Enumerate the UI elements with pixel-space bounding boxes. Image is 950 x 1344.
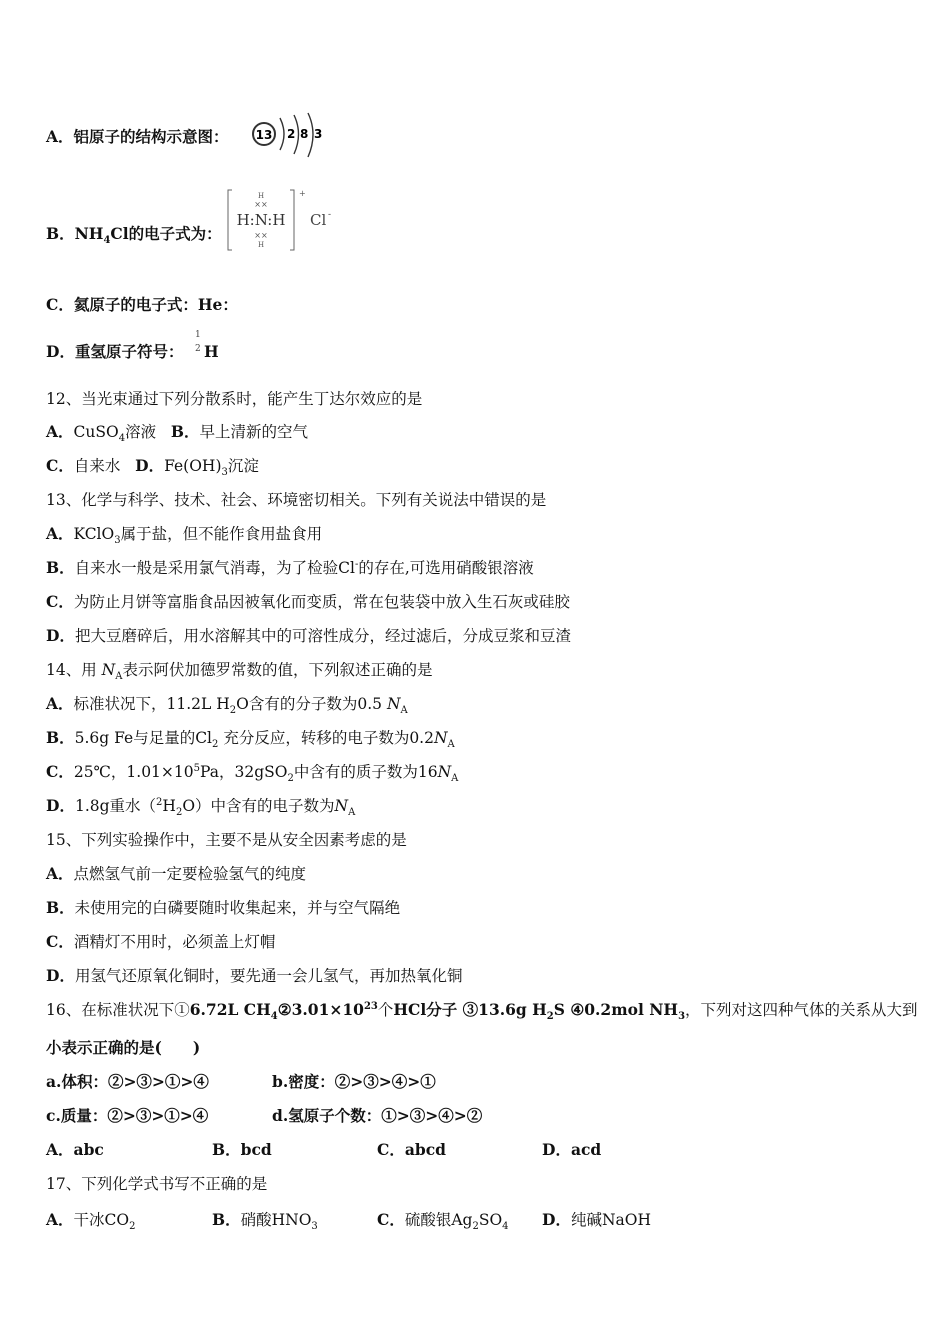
q14-stem: 14、用 $N_A$表示阿伏加德罗常数的值，下列叙述正确的是 bbox=[46, 661, 433, 683]
top-hydrogen: H bbox=[257, 192, 265, 200]
shell-arc-3 bbox=[308, 113, 313, 157]
shell-arc-1 bbox=[280, 118, 284, 150]
q15-option-d: D．用氢气还原氧化铜时，要先通一会儿氢气，再加热氧化铜 bbox=[46, 966, 463, 985]
isotope-mass-number: 1 bbox=[195, 330, 201, 340]
right-bracket bbox=[290, 190, 294, 250]
q16-option-d: D．acd bbox=[542, 1140, 602, 1159]
q12-options-row-2: C．自来水 D．$Fe(OH)_3$沉淀 bbox=[46, 456, 259, 479]
q14-option-c: C．25℃，$1.01\times 10^5Pa$，32gSO$_2$中含有的质子数为$16N_A$ bbox=[46, 762, 459, 785]
q16-option-a: A．abc bbox=[46, 1140, 104, 1159]
q16-statement-b: b.密度：②>③>④>① bbox=[272, 1072, 436, 1091]
shell-1-electrons: 2 bbox=[287, 127, 296, 141]
h-n-h-formula: H:N:H bbox=[236, 211, 286, 229]
q11-option-a: A．铝原子的结构示意图： bbox=[46, 127, 229, 146]
ammonium-charge: + bbox=[299, 189, 306, 198]
q17-option-d: D．纯碱NaOH bbox=[542, 1210, 651, 1229]
q11-option-d: D．重氢原子符号： bbox=[46, 342, 184, 361]
q14-option-b: B．5.6g Fe与足量的$Cl_2$ 充分反应，转移的电子数为$0.2N_A$ bbox=[46, 728, 455, 751]
q13-stem: 13、化学与科学、技术、社会、环境密切相关。下列有关说法中错误的是 bbox=[46, 491, 547, 509]
q17-option-a: A．干冰$CO_2$ bbox=[46, 1210, 136, 1233]
bottom-hydrogen: H bbox=[257, 241, 265, 249]
q12-stem: 12、当光束通过下列分散系时，能产生丁达尔效应的是 bbox=[46, 390, 423, 408]
q15-stem: 15、下列实验操作中，主要不是从安全因素考虑的是 bbox=[46, 831, 407, 849]
left-bracket bbox=[228, 190, 232, 250]
q13-option-b: B．自来水一般是采用氯气消毒，为了检验Cl-的存在,可选用硝酸银溶液 bbox=[46, 558, 534, 577]
q15-option-a: A．点燃氢气前一定要检验氢气的纯度 bbox=[46, 864, 307, 883]
chloride-ion: Cl bbox=[310, 211, 327, 229]
chloride-charge: - bbox=[328, 210, 332, 220]
q16-option-b: B．bcd bbox=[212, 1140, 272, 1159]
q15-option-c: C．酒精灯不用时，必须盖上灯帽 bbox=[46, 932, 276, 951]
q12-options-row-1: A．CuSO$_4$溶液 B．早上清新的空气 bbox=[46, 422, 308, 445]
q16-statement-a: a.体积：②>③>①>④ bbox=[46, 1072, 209, 1091]
nucleus-charge: 13 bbox=[255, 128, 273, 142]
q13-option-c: C．为防止月饼等富脂食品因被氧化而变质，常在包装袋中放入生石灰或硅胶 bbox=[46, 592, 570, 611]
q16-stem-line-1: 16、在标准状况下①6.72L $CH_4②3.01\times 10^{23}$个HCl分子 ③13.6g $H_2S$ ④0.2mol $NH_3$，下列对这四种气体的关系从大到 bbox=[46, 1000, 918, 1023]
shell-2-electrons: 8 bbox=[300, 127, 309, 141]
shell-3-electrons: 3 bbox=[314, 127, 323, 141]
q15-option-b: B．未使用完的白磷要随时收集起来，并与空气隔绝 bbox=[46, 898, 401, 917]
q13-option-a: A．KClO$_3$属于盐，但不能作食用盐食用 bbox=[46, 524, 323, 547]
ammonium-chloride-lewis-structure bbox=[226, 188, 341, 254]
top-electron-pair: ×× bbox=[254, 200, 268, 209]
q11-option-b: B．$NH_4Cl$的电子式为： bbox=[46, 224, 222, 247]
q16-statement-c: c.质量：②>③>①>④ bbox=[46, 1106, 209, 1125]
q14-option-d: D．1.8g重水$(^2H_2O)$中含有的电子数为$N_A$ bbox=[46, 796, 356, 819]
q13-option-d: D．把大豆磨碎后，用水溶解其中的可溶性成分，经过滤后，分成豆浆和豆渣 bbox=[46, 626, 571, 645]
q11-option-c: C．氦原子的电子式：He： bbox=[46, 295, 238, 314]
isotope-atomic-number: 2 bbox=[195, 344, 201, 354]
aluminum-atom-diagram bbox=[250, 112, 325, 158]
q17-stem: 17、下列化学式书写不正确的是 bbox=[46, 1175, 268, 1193]
q16-option-c: C．abcd bbox=[377, 1140, 447, 1159]
q16-stem-line-2: 小表示正确的是( ) bbox=[46, 1038, 201, 1057]
q17-option-b: B．硝酸$HNO_3$ bbox=[212, 1210, 318, 1233]
q14-option-a: A．标准状况下，11.2L $H_2O$含有的分子数为0.5 $N_A$ bbox=[46, 694, 408, 717]
isotope-element: H bbox=[204, 342, 219, 361]
q16-statement-d: d.氢原子个数：①>③>④>② bbox=[272, 1106, 483, 1125]
q17-option-c: C．硫酸银$Ag_2SO_4$ bbox=[377, 1210, 509, 1233]
bottom-electron-pair: ×× bbox=[254, 231, 268, 240]
